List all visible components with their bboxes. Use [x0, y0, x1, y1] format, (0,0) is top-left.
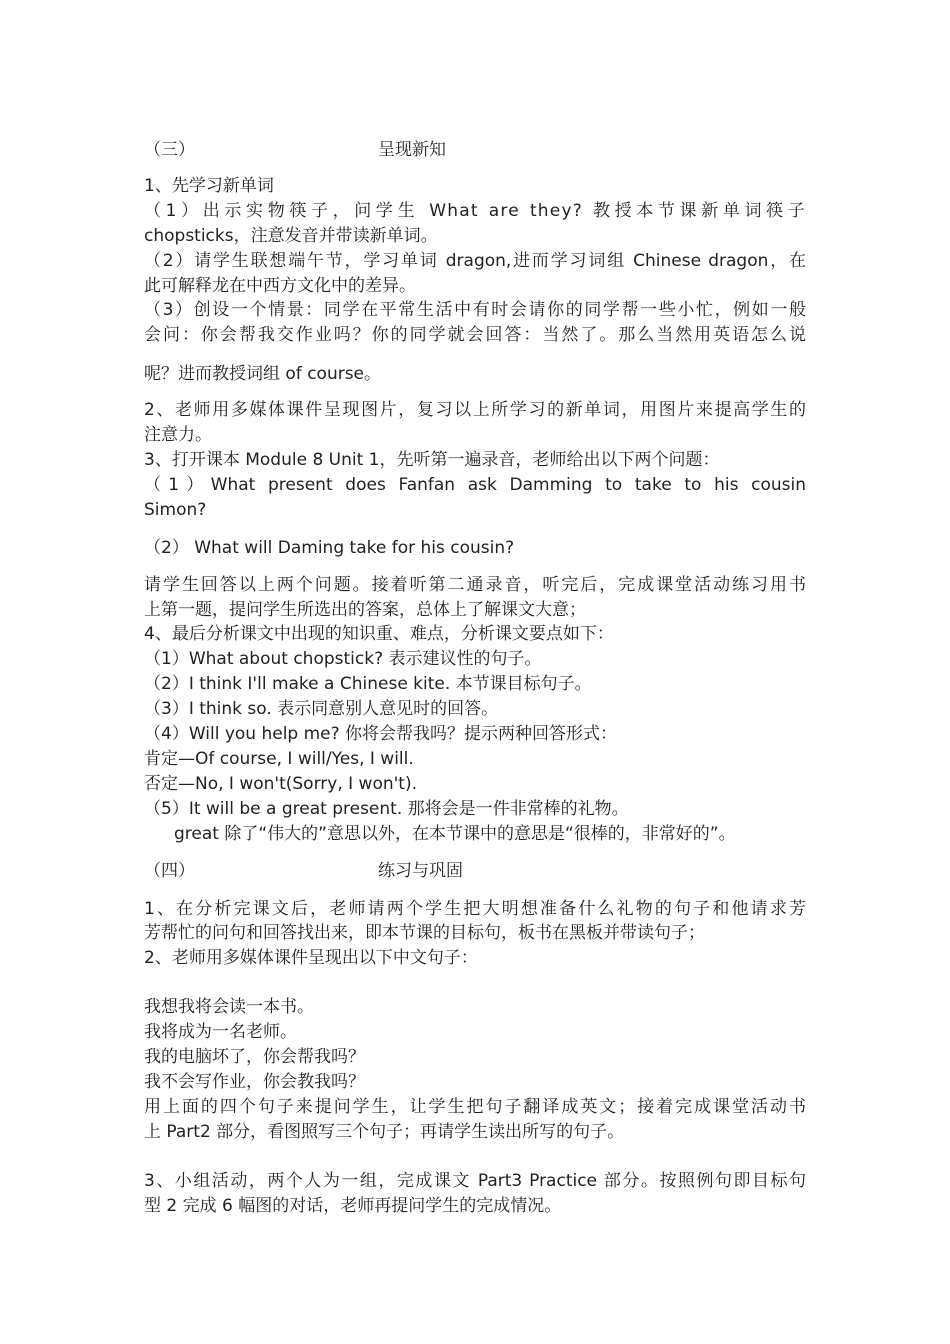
paragraph-line: 我不会写作业，你会教我吗？: [144, 1072, 365, 1092]
paragraph-line: （3）I think so. 表示同意别人意见时的回答。: [144, 699, 499, 719]
section-3-number: （三）: [144, 140, 195, 160]
paragraph-line: 肯定—Of course, I will/Yes, I will.: [144, 749, 414, 769]
paragraph-line: （1）What about chopstick? 表示建议性的句子。: [144, 649, 542, 669]
paragraph-line: 4、最后分析课文中出现的知识重、难点，分析课文要点如下：: [144, 624, 614, 644]
paragraph-line: （2） What will Daming take for his cousin?: [144, 538, 515, 558]
paragraph-line: （1）出示实物筷子，问学生 What are they? 教授本节课新单词筷子: [144, 201, 806, 221]
paragraph-line: 我想我将会读一本书。: [144, 997, 314, 1017]
paragraph-line: Simon?: [144, 500, 207, 520]
section-4-title: 练习与巩固: [378, 861, 463, 881]
paragraph-line: （5）It will be a great present. 那将会是一件非常棒的礼物。: [144, 799, 629, 819]
paragraph-line: 我将成为一名老师。: [144, 1022, 297, 1042]
paragraph-line: 请学生回答以上两个问题。接着听第二通录音，听完后，完成课堂活动练习用书: [144, 575, 806, 595]
paragraph-line: 会问：你会帮我交作业吗？你的同学就会回答：当然了。那么当然用英语怎么说: [144, 325, 806, 345]
paragraph-line: 3、打开课本 Module 8 Unit 1，先听第一遍录音，老师给出以下两个问题：: [144, 450, 720, 470]
paragraph-line: 上第一题，提问学生所选出的答案，总体上了解课文大意；: [144, 600, 586, 620]
paragraph-line: 否定—No, I won't(Sorry, I won't).: [144, 774, 418, 794]
paragraph-line: great 除了“伟大的”意思以外，在本节课中的意思是“很棒的，非常好的”。: [174, 824, 736, 844]
paragraph-line: 3、小组活动，两个人为一组，完成课文 Part3 Practice 部分。按照例句即目标句: [144, 1171, 806, 1191]
paragraph-line: 芳帮忙的问句和回答找出来，即本节课的目标句，板书在黑板并带读句子；: [144, 923, 705, 943]
paragraph-line: （4）Will you help me? 你将会帮我吗？提示两种回答形式：: [144, 724, 618, 744]
paragraph-line: 此可解释龙在中西方文化中的差异。: [144, 276, 416, 296]
paragraph-line: 用上面的四个句子来提问学生，让学生把句子翻译成英文；接着完成课堂活动书: [144, 1097, 806, 1117]
paragraph-line: （3）创设一个情景：同学在平常生活中有时会请你的同学帮一些小忙，例如一般: [144, 300, 806, 320]
paragraph-line: 注意力。: [144, 425, 212, 445]
section-4-number: （四）: [144, 861, 195, 881]
paragraph-line: 型 2 完成 6 幅图的对话，老师再提问学生的完成情况。: [144, 1196, 562, 1216]
paragraph-line: 呢？进而教授词组 of course。: [144, 364, 382, 384]
paragraph-line: （2）请学生联想端午节，学习单词 dragon,进而学习词组 Chinese dragon，在: [144, 251, 806, 271]
paragraph-line: （1）What present does Fanfan ask Damming to take to his cousin: [144, 475, 806, 495]
paragraph-line: 上 Part2 部分，看图照写三个句子；再请学生读出所写的句子。: [144, 1122, 625, 1142]
paragraph-line: 2、老师用多媒体课件呈现出以下中文句子：: [144, 948, 478, 968]
paragraph-line: 1、先学习新单词: [144, 176, 274, 196]
section-3-title: 呈现新知: [378, 140, 446, 160]
paragraph-line: chopsticks，注意发音并带读新单词。: [144, 226, 438, 246]
paragraph-line: 2、老师用多媒体课件呈现图片，复习以上所学习的新单词，用图片来提高学生的: [144, 400, 806, 420]
paragraph-line: 1、在分析完课文后，老师请两个学生把大明想准备什么礼物的句子和他请求芳: [144, 899, 806, 919]
paragraph-line: （2）I think I'll make a Chinese kite. 本节课目标句子。: [144, 674, 592, 694]
paragraph-line: 我的电脑坏了，你会帮我吗？: [144, 1047, 365, 1067]
